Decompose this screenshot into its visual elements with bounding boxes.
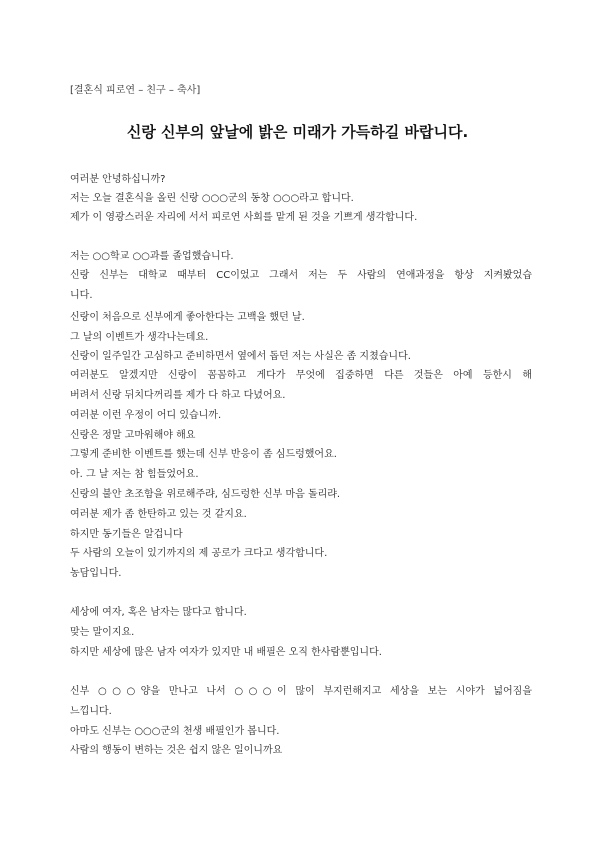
- body-line: 농담입니다.: [70, 568, 122, 579]
- body-line: 신랑이 일주일간 고심하고 준비하면서 옆에서 돕던 저는 사실은 좀 지쳤습니다.: [70, 351, 411, 362]
- body-line: 사람의 행동이 변하는 것은 쉽지 않은 일이니까요: [70, 745, 283, 756]
- document-header: [결혼식 피로연 – 친구 – 축사]: [70, 85, 201, 96]
- body-line: 신랑이 처음으로 신부에게 좋아한다는 고백을 했던 날.: [70, 312, 305, 323]
- body-line: 여러분도 알겠지만 신랑이 꼼꼼하고 게다가 무엇에 집중하면 다른 것들은 아예 등한시 해: [70, 370, 532, 381]
- body-line: 여러분 안녕하십니까?: [70, 174, 166, 185]
- body-line: 맞는 말이지요.: [70, 627, 135, 638]
- body-line: 저는 ○○학교 ○○과를 졸업했습니다.: [70, 251, 234, 262]
- body-line: 신랑의 불안 초조함을 위로해주랴, 심드렁한 신부 마음 돌리랴.: [70, 489, 341, 500]
- body-line: 제가 이 영광스러운 자리에 서서 피로연 사회를 맡게 된 것을 기쁘게 생각합니다.: [70, 212, 418, 223]
- body-line: 버려서 신랑 뒤치다꺼리를 제가 다 하고 다녔어요.: [70, 390, 286, 401]
- body-line: 니다.: [70, 290, 93, 301]
- body-line: 그 날의 이벤트가 생각나는데요.: [70, 332, 209, 343]
- body-line: 신랑 신부는 대학교 때부터 CC이었고 그래서 저는 두 사람의 연애과정을 항상 지켜봤었습: [70, 270, 532, 281]
- body-line: 아마도 신부는 ○○○군의 천생 배필인가 봅니다.: [70, 726, 280, 737]
- body-line: 그렇게 준비한 이벤트를 했는데 신부 반응이 좀 심드렁했어요.: [70, 449, 337, 460]
- body-line: 하지만 동기들은 알겁니다: [70, 529, 183, 540]
- body-line: 세상에 여자, 혹은 남자는 많다고 합니다.: [70, 607, 247, 618]
- body-line: 여러분 이런 우정이 어디 있습니까.: [70, 410, 222, 421]
- body-line: 신부 ○○○양을 만나고 나서 ○○○이 많이 부지런해지고 세상을 보는 시야가 넓어짐을: [70, 686, 532, 697]
- body-line: 신랑은 정말 고마워해야 해요: [70, 430, 196, 441]
- body-line: 느낍니다.: [70, 706, 112, 717]
- body-line: 아. 그 날 저는 참 힘들었어요.: [70, 469, 199, 480]
- body-line: 하지만 세상에 많은 남자 여자가 있지만 내 배필은 오직 한사람뿐입니다.: [70, 647, 382, 658]
- document-title: 신랑 신부의 앞날에 밝은 미래가 가득하길 바랍니다.: [126, 123, 469, 141]
- body-line: 두 사람의 오늘이 있기까지의 제 공로가 크다고 생각합니다.: [70, 548, 328, 559]
- body-line: 여러분 제가 좀 한탄하고 있는 것 같지요.: [70, 509, 247, 520]
- body-line: 저는 오늘 결혼식을 올린 신랑 ○○○군의 동창 ○○○라고 합니다.: [70, 193, 354, 204]
